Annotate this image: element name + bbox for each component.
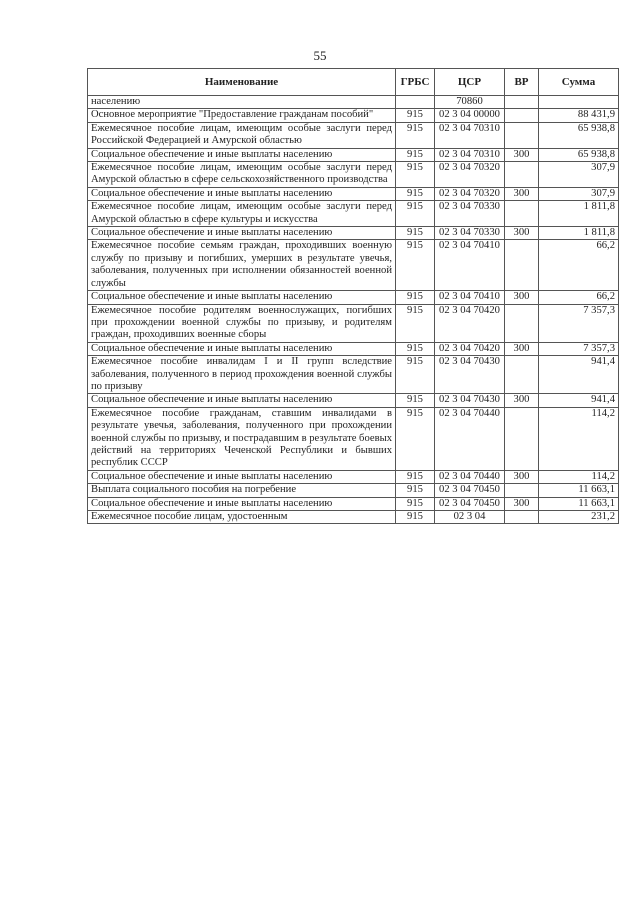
header-vr: ВР bbox=[505, 69, 539, 96]
cell-vr bbox=[505, 162, 539, 188]
cell-grbs: 915 bbox=[396, 148, 435, 161]
header-csr: ЦСР bbox=[435, 69, 505, 96]
table-row bbox=[88, 394, 619, 407]
cell-vr: 300 bbox=[505, 470, 539, 483]
cell-csr: 02 3 04 70410 bbox=[435, 240, 505, 291]
cell-vr bbox=[505, 407, 539, 470]
cell-sum: 1 811,8 bbox=[539, 227, 619, 240]
cell-name: Социальное обеспечение и иные выплаты населению bbox=[88, 342, 396, 355]
table-row bbox=[88, 304, 619, 342]
cell-csr: 02 3 04 70330 bbox=[435, 227, 505, 240]
table-row bbox=[88, 109, 619, 122]
cell-sum: 11 663,1 bbox=[539, 497, 619, 510]
cell-grbs: 915 bbox=[396, 109, 435, 122]
cell-grbs: 915 bbox=[396, 304, 435, 342]
cell-vr bbox=[505, 240, 539, 291]
table-row bbox=[88, 227, 619, 240]
cell-name: Социальное обеспечение и иные выплаты населению bbox=[88, 470, 396, 483]
cell-grbs: 915 bbox=[396, 511, 435, 524]
cell-csr: 02 3 04 70430 bbox=[435, 356, 505, 394]
header-name: Наименование bbox=[88, 69, 396, 96]
cell-vr bbox=[505, 356, 539, 394]
cell-vr: 300 bbox=[505, 148, 539, 161]
cell-name: Ежемесячное пособие лицам, имеющим особые заслуги перед Амурской областью в сфере сельскохозяйственного производства bbox=[88, 162, 396, 188]
cell-name: Социальное обеспечение и иные выплаты населению bbox=[88, 148, 396, 161]
cell-grbs: 915 bbox=[396, 122, 435, 148]
cell-vr bbox=[505, 96, 539, 109]
cell-grbs: 915 bbox=[396, 342, 435, 355]
table-row bbox=[88, 291, 619, 304]
cell-name: Ежемесячное пособие лицам, имеющим особые заслуги перед Амурской областью в сфере культуры и искусства bbox=[88, 201, 396, 227]
cell-grbs: 915 bbox=[396, 470, 435, 483]
cell-csr: 02 3 04 70450 bbox=[435, 484, 505, 497]
cell-csr: 02 3 04 70320 bbox=[435, 187, 505, 200]
cell-sum: 66,2 bbox=[539, 240, 619, 291]
cell-name: Ежемесячное пособие семьям граждан, проходивших военную службу по призыву и погибших, умерших в результате увечья, заболевания, полученных при исполнении обязанностей военной службы bbox=[88, 240, 396, 291]
cell-csr: 70860 bbox=[435, 96, 505, 109]
cell-sum: 114,2 bbox=[539, 407, 619, 470]
table-row bbox=[88, 122, 619, 148]
cell-vr: 300 bbox=[505, 227, 539, 240]
cell-csr: 02 3 04 70310 bbox=[435, 148, 505, 161]
table-row bbox=[88, 240, 619, 291]
cell-vr bbox=[505, 109, 539, 122]
table-row bbox=[88, 356, 619, 394]
table-row bbox=[88, 407, 619, 470]
cell-name: Ежемесячное пособие инвалидам I и II групп вследствие заболевания, полученного в период прохождения военной службы по призыву bbox=[88, 356, 396, 394]
cell-grbs: 915 bbox=[396, 201, 435, 227]
cell-grbs: 915 bbox=[396, 394, 435, 407]
cell-vr: 300 bbox=[505, 394, 539, 407]
cell-csr: 02 3 04 70450 bbox=[435, 497, 505, 510]
cell-vr bbox=[505, 484, 539, 497]
cell-name: Социальное обеспечение и иные выплаты населению bbox=[88, 187, 396, 200]
cell-sum: 1 811,8 bbox=[539, 201, 619, 227]
cell-name: Социальное обеспечение и иные выплаты населению bbox=[88, 497, 396, 510]
cell-sum: 941,4 bbox=[539, 394, 619, 407]
cell-csr: 02 3 04 70420 bbox=[435, 342, 505, 355]
cell-grbs: 915 bbox=[396, 291, 435, 304]
cell-csr: 02 3 04 70420 bbox=[435, 304, 505, 342]
cell-grbs: 915 bbox=[396, 407, 435, 470]
cell-name: Социальное обеспечение и иные выплаты населению bbox=[88, 394, 396, 407]
cell-sum: 941,4 bbox=[539, 356, 619, 394]
cell-grbs: 915 bbox=[396, 162, 435, 188]
cell-grbs: 915 bbox=[396, 356, 435, 394]
cell-grbs bbox=[396, 96, 435, 109]
cell-grbs: 915 bbox=[396, 484, 435, 497]
cell-csr: 02 3 04 70320 bbox=[435, 162, 505, 188]
cell-vr: 300 bbox=[505, 291, 539, 304]
cell-name: Ежемесячное пособие родителям военнослужащих, погибших при прохождении военной службы по призыву, и родителям граждан, проходивших военные сборы bbox=[88, 304, 396, 342]
budget-table bbox=[87, 68, 619, 524]
cell-csr: 02 3 04 70410 bbox=[435, 291, 505, 304]
cell-sum: 7 357,3 bbox=[539, 304, 619, 342]
table-row bbox=[88, 201, 619, 227]
cell-sum: 66,2 bbox=[539, 291, 619, 304]
cell-csr: 02 3 04 00000 bbox=[435, 109, 505, 122]
table-row bbox=[88, 162, 619, 188]
cell-grbs: 915 bbox=[396, 227, 435, 240]
cell-vr: 300 bbox=[505, 342, 539, 355]
cell-sum: 7 357,3 bbox=[539, 342, 619, 355]
cell-sum: 307,9 bbox=[539, 187, 619, 200]
cell-vr bbox=[505, 201, 539, 227]
cell-csr: 02 3 04 70430 bbox=[435, 394, 505, 407]
cell-grbs: 915 bbox=[396, 187, 435, 200]
cell-sum: 88 431,9 bbox=[539, 109, 619, 122]
cell-vr: 300 bbox=[505, 497, 539, 510]
cell-vr bbox=[505, 304, 539, 342]
table-row bbox=[88, 484, 619, 497]
cell-sum: 307,9 bbox=[539, 162, 619, 188]
cell-sum: 114,2 bbox=[539, 470, 619, 483]
cell-csr: 02 3 04 70440 bbox=[435, 407, 505, 470]
cell-sum: 65 938,8 bbox=[539, 148, 619, 161]
cell-name: населению bbox=[88, 96, 396, 109]
table-row bbox=[88, 342, 619, 355]
cell-csr: 02 3 04 bbox=[435, 511, 505, 524]
header-row bbox=[88, 69, 619, 96]
table-row bbox=[88, 187, 619, 200]
table-body bbox=[88, 96, 619, 524]
cell-vr: 300 bbox=[505, 187, 539, 200]
cell-vr bbox=[505, 122, 539, 148]
cell-sum: 65 938,8 bbox=[539, 122, 619, 148]
header-grbs: ГРБС bbox=[396, 69, 435, 96]
table-row bbox=[88, 96, 619, 109]
cell-name: Социальное обеспечение и иные выплаты населению bbox=[88, 291, 396, 304]
cell-name: Ежемесячное пособие лицам, имеющим особые заслуги перед Российской Федерацией и Амурской областью bbox=[88, 122, 396, 148]
header-sum: Сумма bbox=[539, 69, 619, 96]
page-number: 55 bbox=[313, 48, 327, 63]
cell-name: Выплата социального пособия на погребение bbox=[88, 484, 396, 497]
cell-sum: 231,2 bbox=[539, 511, 619, 524]
table-row bbox=[88, 497, 619, 510]
cell-csr: 02 3 04 70310 bbox=[435, 122, 505, 148]
cell-csr: 02 3 04 70330 bbox=[435, 201, 505, 227]
cell-grbs: 915 bbox=[396, 240, 435, 291]
cell-csr: 02 3 04 70440 bbox=[435, 470, 505, 483]
cell-name: Ежемесячное пособие гражданам, ставшим инвалидами в результате увечья, заболевания, полученного при прохождении военной службы по призыву, и пострадавшим в результате боевых действий на территориях Чеченской Республики и бывших республик СССР bbox=[88, 407, 396, 470]
cell-grbs: 915 bbox=[396, 497, 435, 510]
table-row bbox=[88, 148, 619, 161]
cell-name: Социальное обеспечение и иные выплаты населению bbox=[88, 227, 396, 240]
table-row bbox=[88, 511, 619, 524]
cell-sum bbox=[539, 96, 619, 109]
cell-sum: 11 663,1 bbox=[539, 484, 619, 497]
cell-name: Ежемесячное пособие лицам, удостоенным bbox=[88, 511, 396, 524]
cell-name: Основное мероприятие "Предоставление гражданам пособий" bbox=[88, 109, 396, 122]
table-header bbox=[88, 69, 619, 96]
table-row bbox=[88, 470, 619, 483]
cell-vr bbox=[505, 511, 539, 524]
